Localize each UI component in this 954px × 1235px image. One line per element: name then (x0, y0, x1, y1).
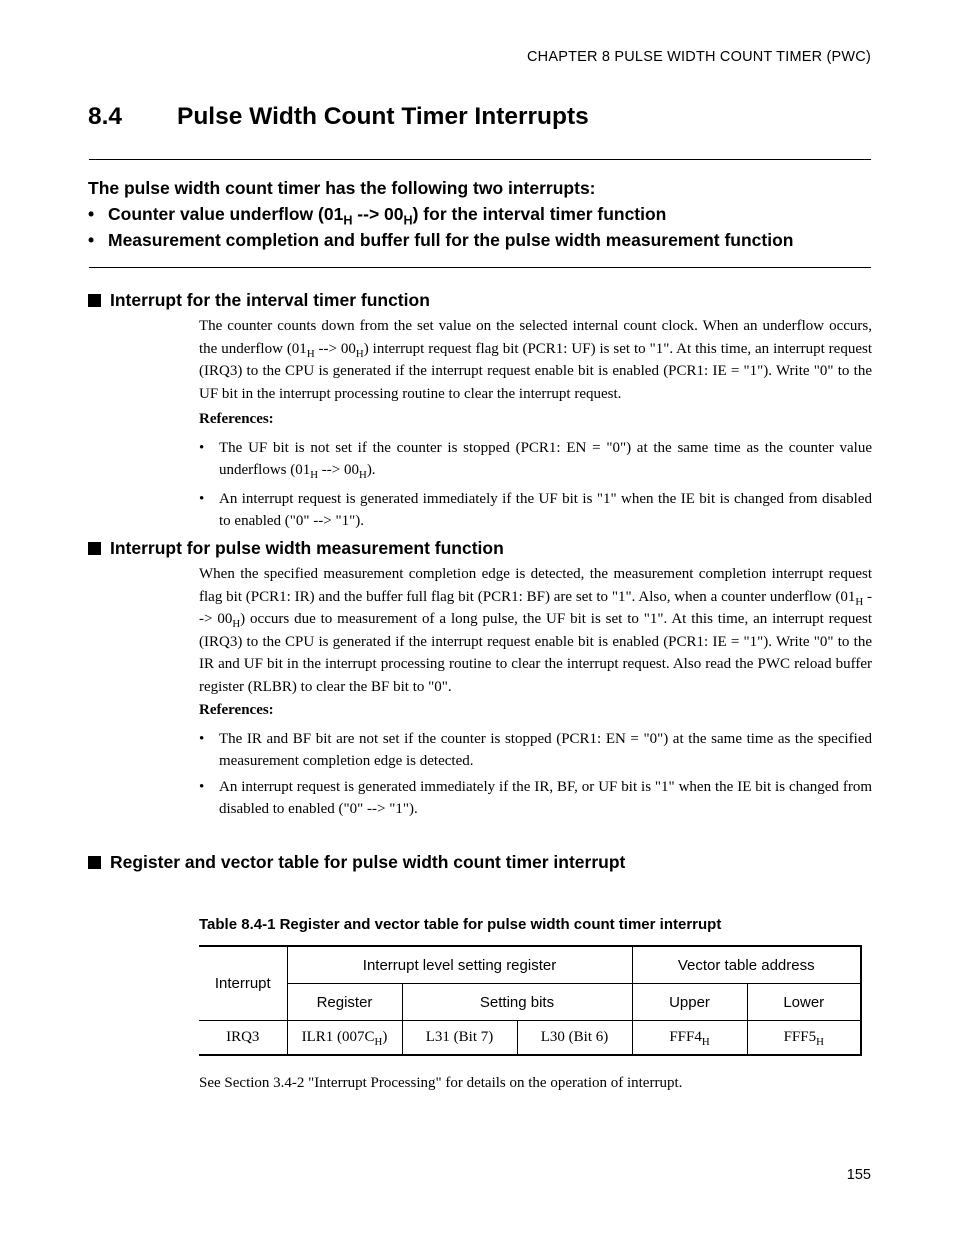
pulse-heading (88, 538, 504, 559)
chapter-header: CHAPTER 8 PULSE WIDTH COUNT TIMER (PWC) (526, 49, 871, 65)
footnote: See Section 3.4-2 "Interrupt Processing" for details on the operation of interrupt. (199, 1075, 683, 1091)
table-caption: Table 8.4-1 Register and vector table for pulse width count timer interrupt (199, 916, 722, 933)
pulse-reference-1-text: The IR and BF bit are not set if the counter is stopped (PCR1: EN = "0") at the same time as the specified measurement completion edge is detected. (219, 731, 872, 769)
page-number: 155 (846, 1167, 871, 1183)
header-upper: Upper (632, 984, 747, 1021)
bullet-dot: • (199, 491, 205, 507)
bullet-dot: • (88, 204, 95, 224)
summary-intro: The pulse width count timer has the following two interrupts: (88, 178, 596, 198)
interval-reference-2-text: An interrupt request is generated immediately if the UF bit is "1" when the IE bit is changed from disabled to enabled ("0" --> "1"). (219, 491, 872, 529)
summary-bullet-2 (88, 229, 878, 255)
header-vector-address: Vector table address (632, 946, 861, 984)
header-level-register: Interrupt level setting register (287, 946, 632, 984)
cell-bit-6: L30 (Bit 6) (517, 1021, 632, 1056)
pulse-reference-1 (199, 728, 872, 772)
header-setting-bits: Setting bits (402, 984, 632, 1021)
pulse-paragraph: When the specified measurement completion edge is detected, the measurement completion interrupt request flag bit (PCR1: IR) and the buffer full flag bit (PCR1: BF) are set to "1". Also, when a counter underflow ($01_H$ --> $00_H$) occurs due to measurement of a long pulse, the UF bit is set to "1". At this time, an interrupt request (IRQ3) to the CPU is generated if the interrupt request enable bit is enabled (PCR1: IE = "1"). Write "0" to the IR and UF bit in the interrupt processing routine to clear the interrupt request. Also read the PWC reload buffer register (RLBR) to clear the BF bit to "0". (199, 566, 872, 695)
square-bullet-icon (88, 856, 101, 869)
bullet-dot: • (199, 779, 205, 795)
cell-register: ILR1 $(007C_H)$ (287, 1021, 402, 1056)
header-interrupt: Interrupt (199, 946, 287, 1021)
bullet-dot: • (199, 440, 205, 456)
header-register: Register (287, 984, 402, 1021)
interval-reference-1 (199, 437, 872, 481)
vector-table (199, 945, 862, 1056)
pulse-heading-text: Interrupt for pulse width measurement function (110, 538, 504, 558)
summary-bullet-2-text: Measurement completion and buffer full for the pulse width measurement function (108, 230, 794, 250)
section-number: 8.4 (88, 103, 123, 130)
register-heading (88, 852, 625, 873)
summary-box (88, 177, 878, 255)
cell-bit-7: L31 (Bit 7) (402, 1021, 517, 1056)
pulse-reference-2-text: An interrupt request is generated immediately if the IR, BF, or UF bit is "1" when the IE bit is changed from disabled to enabled ("0" --> "1"). (219, 779, 872, 817)
interval-reference-2 (199, 488, 872, 532)
interval-paragraph: The counter counts down from the set value on the selected internal count clock. When an underflow occurs, the underflow ($01_H$ --> $00_H$) interrupt request flag bit (PCR1: UF) is set to "1". At this time, an interrupt request (IRQ3) to the CPU is generated if the interrupt request enable bit is enabled (PCR1: IE = "1"). Write "0" to the UF bit in the interrupt processing routine to clear the interrupt request. (199, 318, 872, 402)
cell-upper: $FFF4_H$ (632, 1021, 747, 1056)
summary-bullet-1 (88, 203, 878, 229)
section-title: Pulse Width Count Timer Interrupts (177, 103, 589, 130)
square-bullet-icon (88, 542, 101, 555)
summary-bullet-1-text: Counter value underflow ($01_H$ --> $00_H$) for the interval timer function (108, 204, 667, 228)
bullet-dot: • (199, 731, 205, 747)
header-lower: Lower (747, 984, 861, 1021)
interval-reference-1-text: The UF bit is not set if the counter is stopped (PCR1: EN = "0") at the same time as the counter value underflows ($01_H$ --> $00_H$). (219, 440, 872, 481)
interval-heading (88, 290, 430, 311)
bottom-rule (89, 267, 871, 268)
cell-interrupt: IRQ3 (199, 1021, 287, 1056)
pulse-reference-2 (199, 776, 872, 820)
top-rule (89, 159, 871, 160)
interval-references-label: References: (199, 411, 274, 427)
square-bullet-icon (88, 294, 101, 307)
cell-lower: $FFF5_H$ (747, 1021, 861, 1056)
pulse-references-label: References: (199, 702, 274, 718)
interval-heading-text: Interrupt for the interval timer function (110, 290, 430, 310)
bullet-dot: • (88, 230, 95, 250)
register-heading-text: Register and vector table for pulse width count timer interrupt (110, 852, 626, 872)
